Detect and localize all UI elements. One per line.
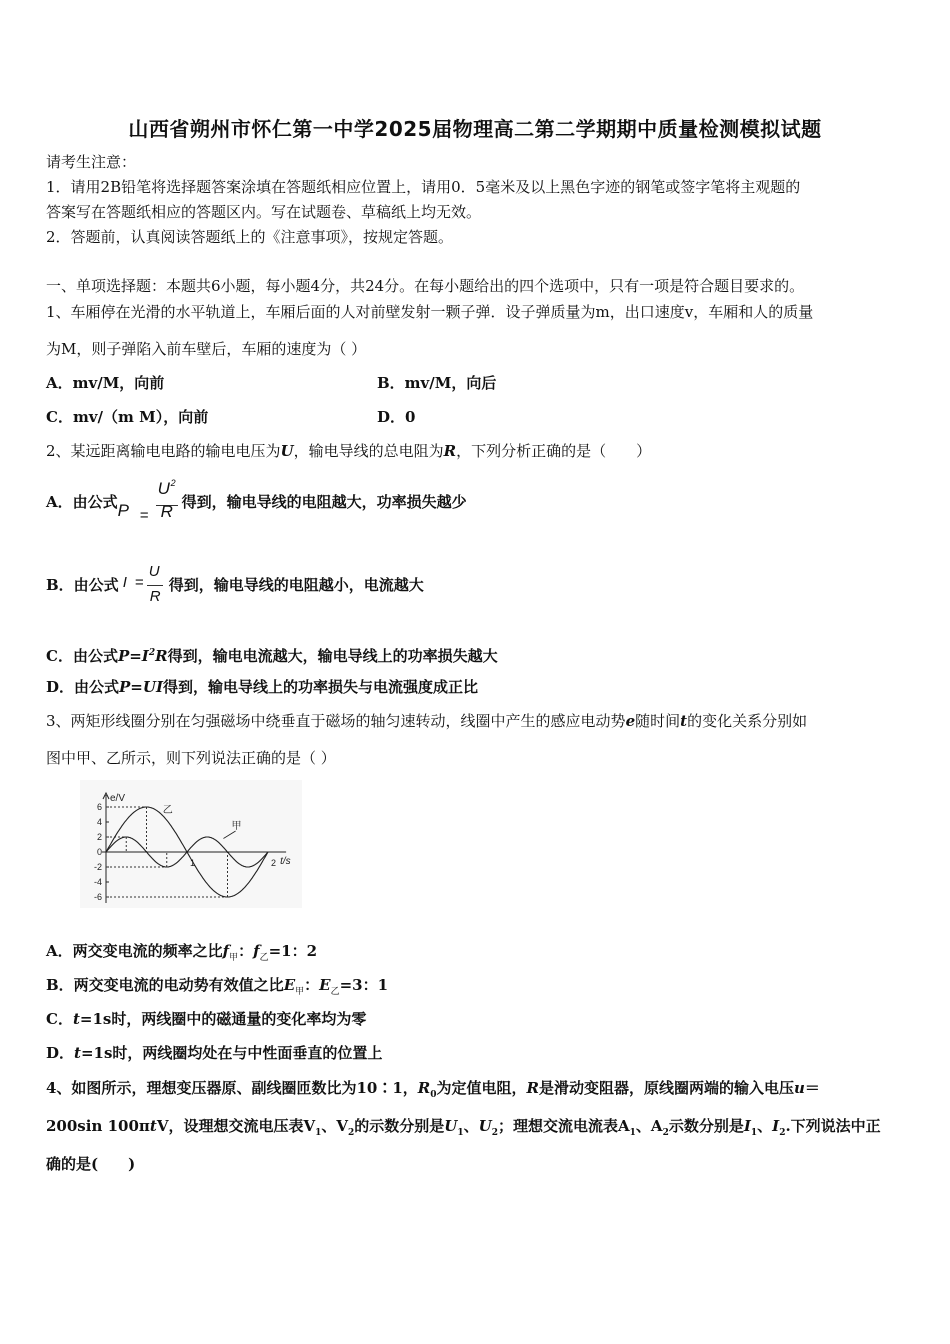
- x-tick-label: 2: [271, 858, 277, 868]
- y-tick-label: 4: [96, 817, 102, 827]
- q1-option-a: A．mv/M，向前: [46, 374, 165, 392]
- q2-option-c: C．由公式$P=I^2R$得到，输电电流越大，输电导线上的功率损失越大: [46, 647, 498, 665]
- series-label-jia: 甲: [231, 820, 242, 832]
- q3-stem-line-1: 3、两矩形线圈分别在匀强磁场中绕垂直于磁场的轴匀速转动，线圈中产生的感应电动势e随时间t的变化关系分别如: [46, 712, 808, 730]
- q2-option-d: D．由公式P=UI得到，输电导线上的功率损失与电流强度成正比: [46, 678, 478, 696]
- formula-p-u2-over-r: P = U 2 R: [117, 478, 176, 524]
- q3-option-a: A．两交变电流的频率之比$f_甲$：$f_乙=1$：2: [46, 942, 318, 963]
- q4-stem-line-1: 4、如图所示，理想变压器原、副线圈匝数比为10∶1，$R_0$为定值电阻，R是滑动变阻器，原线圈两端的输入电压u＝: [46, 1079, 820, 1100]
- q1-option-c: C．mv/（m M），向前: [46, 408, 209, 426]
- q3-emf-chart: [80, 780, 302, 908]
- x-axis-label: t/s: [280, 856, 291, 867]
- q4-stem-line-3: 确的是( ): [46, 1155, 136, 1173]
- q1-stem-line-1: 1、车厢停在光滑的水平轨道上，车厢后面的人对前壁发射一颗子弹．设子弹质量为m，出口速度v，车厢和人的质量: [46, 303, 814, 321]
- series-label-yi: 乙: [162, 805, 173, 816]
- q4-stem-line-2: 200sin 100πtV，设理想交流电压表$V_1$、$V_2$的示数分别是$U_1$、$U_2$；理想交流电流表$A_1$、$A_2$示数分别是$I_1$、$I_2$.下列说法中正: [46, 1117, 881, 1138]
- y-tick-label: -6: [93, 892, 102, 902]
- notice-item-1-line-1: 1．请用2B铅笔将选择题答案涂填在答题纸相应位置上，请用0．5毫米及以上黑色字迹的钢笔或签字笔将主观题的: [46, 178, 801, 196]
- y-tick-label: -4: [93, 877, 102, 887]
- y-tick-label: 2: [96, 832, 102, 842]
- q2-option-b: B．由公式 I = U R 得到，输电导线的电阻越小，电流越大: [46, 560, 424, 610]
- x-tick-label: 1: [190, 858, 196, 868]
- formula-i-u-over-r: I = U R: [119, 563, 169, 609]
- y-tick-label: 6: [96, 802, 102, 812]
- y-tick-label: -2: [93, 862, 102, 872]
- q3-option-c: C．t=1s时，两线圈中的磁通量的变化率均为零: [46, 1010, 367, 1028]
- q2-stem: 2、某远距离输电电路的输电电压为U，输电导线的总电阻为R，下列分析正确的是（ ）: [46, 442, 652, 460]
- q1-option-d: D．0: [377, 408, 416, 426]
- y-tick-label: 0: [96, 847, 102, 857]
- notice-heading: 请考生注意：: [46, 153, 137, 171]
- q1-stem-line-2: 为M，则子弹陷入前车壁后，车厢的速度为（ ）: [46, 340, 367, 358]
- y-axis-label: e/V: [110, 793, 126, 804]
- q2-option-a: A．由公式 P = U 2 R 得到，输电导线的电阻越大，功率损失越少: [46, 475, 467, 529]
- q3-option-d: D．t=1s时，两线圈均处在与中性面垂直的位置上: [46, 1044, 383, 1062]
- page-title: 山西省朔州市怀仁第一中学2025届物理高二第二学期期中质量检测模拟试题: [128, 117, 822, 141]
- q3-option-b: B．两交变电流的电动势有效值之比$E_甲$：$E_乙=3$：1: [46, 976, 389, 997]
- notice-item-1-line-2: 答案写在答题纸相应的答题区内。写在试题卷、草稿纸上均无效。: [46, 203, 482, 221]
- notice-item-2: 2．答题前，认真阅读答题纸上的《注意事项》，按规定答题。: [46, 228, 454, 246]
- q3-stem-line-2: 图中甲、乙所示，则下列说法正确的是（ ）: [46, 749, 336, 767]
- q1-option-b: B．mv/M，向后: [377, 374, 497, 392]
- section-1-heading: 一、单项选择题：本题共6小题，每小题4分，共24分。在每小题给出的四个选项中，只有一项是符合题目要求的。: [46, 277, 805, 295]
